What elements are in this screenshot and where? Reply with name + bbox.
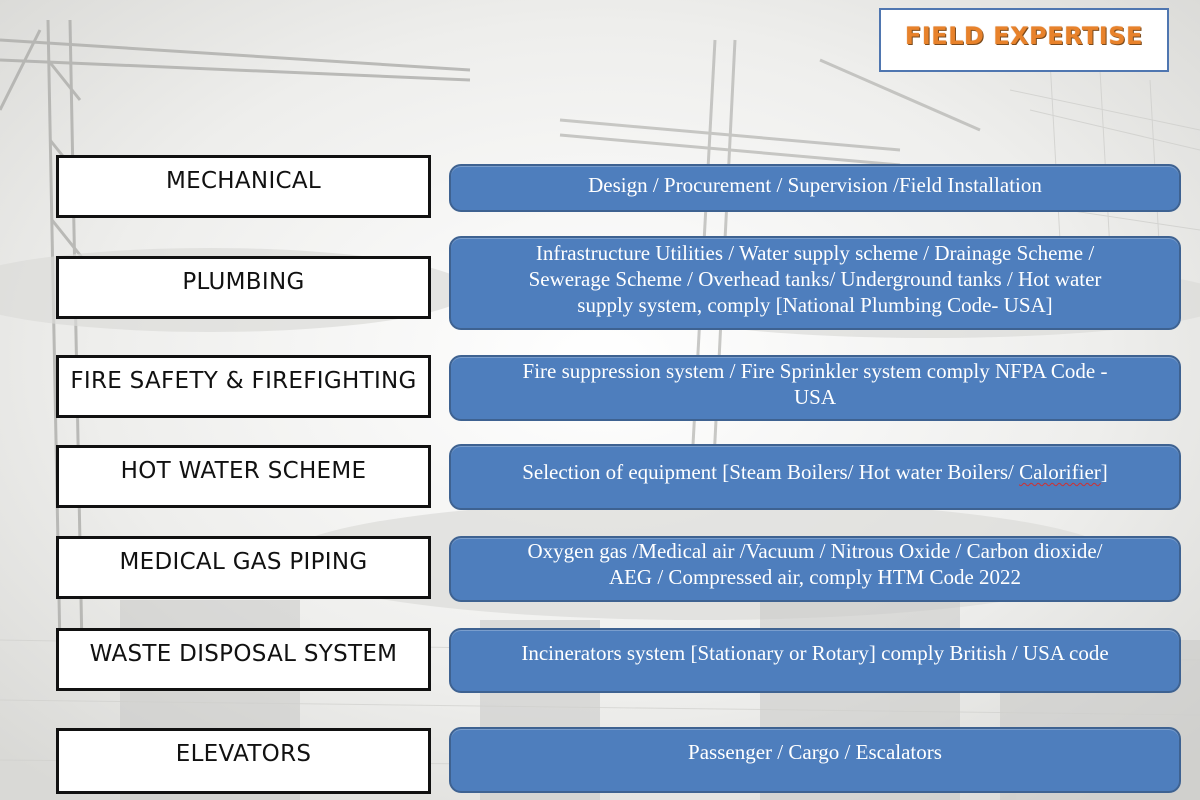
category-plumbing [56, 256, 431, 319]
description-mechanical [449, 164, 1181, 212]
description-medical-gas-piping [449, 536, 1181, 602]
page-title: FIELD EXPERTISE [904, 22, 1144, 50]
category-hot-water-scheme [56, 445, 431, 508]
description-text: Infrastructure Utilities / Water supply scheme / Drainage Scheme / Sewerage Scheme / Overhead tanks/ Underground tanks / Hot water supply system, comply [National Plumbing Code- USA] [528, 241, 1102, 317]
description-fire-safety [449, 355, 1181, 421]
category-mechanical [56, 155, 431, 218]
description-text: Fire suppression system / Fire Sprinkler system comply NFPA Code - USA [522, 359, 1108, 409]
category-label: FIRE SAFETY & FIREFIGHTING [70, 368, 417, 394]
description-text-part: ] [1100, 460, 1108, 484]
category-label: ELEVATORS [175, 741, 312, 767]
title-box [879, 8, 1169, 72]
category-label: HOT WATER SCHEME [120, 458, 367, 484]
category-label: PLUMBING [182, 269, 305, 295]
description-plumbing [449, 236, 1181, 330]
category-medical-gas-piping [56, 536, 431, 599]
category-label: WASTE DISPOSAL SYSTEM [89, 641, 398, 667]
category-fire-safety [56, 355, 431, 418]
description-text: Design / Procurement / Supervision /Field Installation [588, 173, 1042, 197]
description-waste-disposal-system [449, 628, 1181, 693]
category-elevators [56, 728, 431, 794]
description-text-part: Selection of equipment [Steam Boilers/ Hot water Boilers/ [522, 460, 1020, 484]
spellcheck-flagged-word: Calorifier [1019, 460, 1101, 484]
description-text: Oxygen gas /Medical air /Vacuum / Nitrous Oxide / Carbon dioxide/ AEG / Compressed air, comply HTM Code 2022 [527, 539, 1103, 589]
category-waste-disposal-system [56, 628, 431, 691]
description-hot-water-scheme [449, 444, 1181, 510]
description-text [522, 459, 1108, 485]
description-elevators [449, 727, 1181, 793]
category-label: MEDICAL GAS PIPING [119, 549, 368, 575]
description-text: Incinerators system [Stationary or Rotary] comply British / USA code [521, 641, 1109, 665]
category-label: MECHANICAL [165, 168, 322, 194]
description-text: Passenger / Cargo / Escalators [688, 740, 942, 764]
